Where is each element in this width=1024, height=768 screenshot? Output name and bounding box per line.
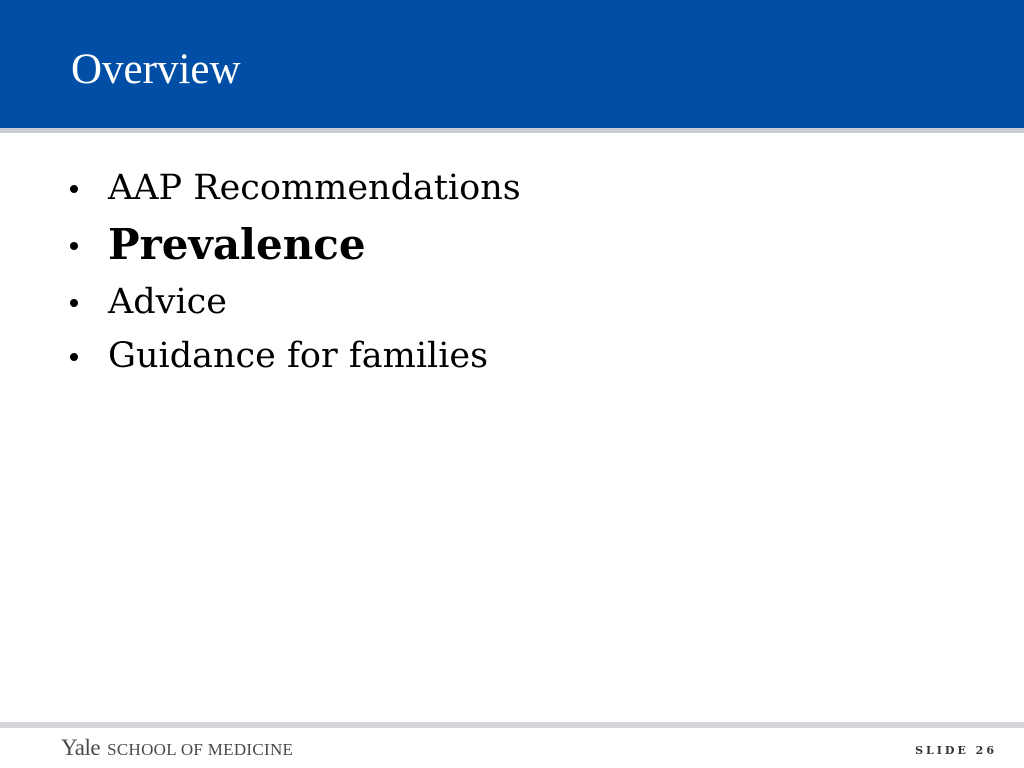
bullet-marker [70,353,78,361]
logo-school-wordmark: SCHOOL OF MEDICINE [107,740,294,759]
bullet-text: Prevalence [108,220,366,269]
bullet-text: AAP Recommendations [108,168,521,208]
slide-number: SLIDE 26 [915,744,997,757]
yale-school-of-medicine-logo [61,735,293,761]
slide-title: Overview [71,46,241,93]
bullet-item-aap-recommendations [70,163,521,213]
title-bar-divider [0,128,1024,133]
bullet-marker [70,299,78,307]
bullet-item-prevalence [70,217,521,273]
bullet-item-guidance [70,331,521,381]
bullet-item-advice [70,277,521,327]
bullet-marker [70,185,78,193]
bullet-marker [70,242,78,250]
bullet-text: Advice [108,282,227,322]
bullet-text: Guidance for families [108,336,489,376]
logo-yale-wordmark: Yale [61,735,101,760]
footer-divider [0,722,1024,728]
bullet-list [70,163,521,385]
title-bar [0,0,1024,128]
